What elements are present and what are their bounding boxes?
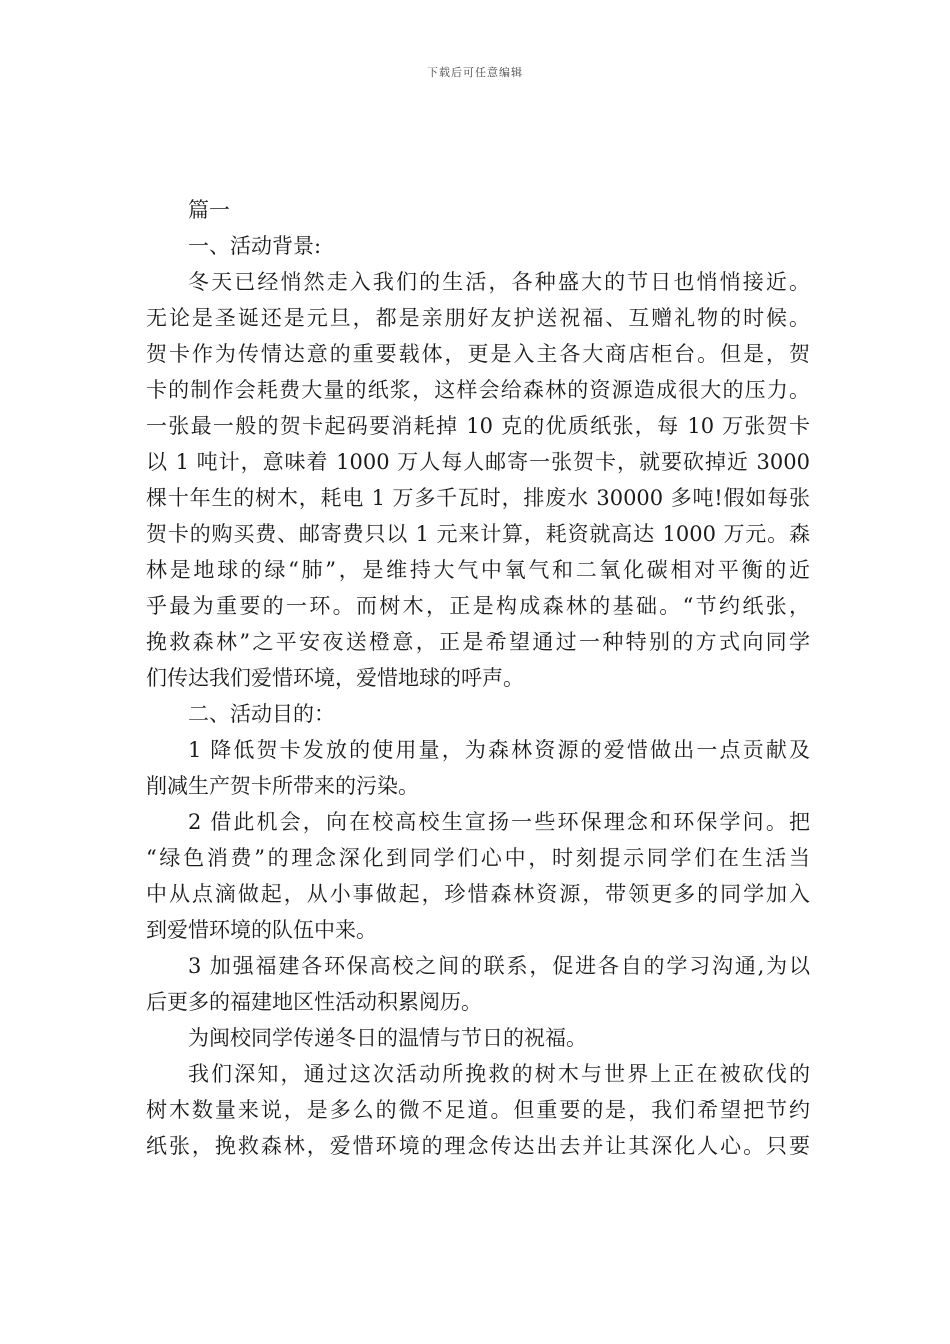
text-line: 我们深知，通过这次活动所挽救的树木与世界上正在被砍伐的 — [188, 1062, 810, 1086]
text-line: 到爱惜环境的队伍中来。 — [146, 918, 377, 942]
text-line: 树木数量来说，是多么的微不足道。但重要的是，我们希望把节约 — [146, 1098, 810, 1122]
text-line: 乎最为重要的一环。而树木，正是构成森林的基础。“节约纸张， — [146, 594, 810, 618]
text-line: 纸张，挽救森林，爱惜环境的理念传达出去并让其深化人心。只要 — [146, 1134, 810, 1158]
text-line: 棵十年生的树木，耗电 1 万多千瓦时，排废水 30000 多吨!假如每张 — [146, 486, 810, 510]
text-line: 贺卡的购买费、邮寄费只以 1 元来计算，耗资就高达 1000 万元。森 — [146, 522, 810, 546]
text-line: “绿色消费”的理念深化到同学们心中，时刻提示同学们在生活当 — [146, 846, 810, 870]
text-line: 卡的制作会耗费大量的纸浆，这样会给森林的资源造成很大的压力。 — [146, 378, 810, 402]
text-line: 中从点滴做起，从小事做起，珍惜森林资源，带领更多的同学加入 — [146, 882, 810, 906]
text-line: 削减生产贺卡所带来的污染。 — [146, 774, 419, 798]
text-line: 为闽校同学传递冬日的温情与节日的祝福。 — [188, 1026, 587, 1050]
text-line: 后更多的福建地区性活动积累阅历。 — [146, 990, 482, 1014]
text-line: 1 降低贺卡发放的使用量，为森林资源的爱惜做出一点贡献及 — [188, 738, 810, 762]
text-line: 2 借此机会，向在校高校生宣扬一些环保理念和环保学问。把 — [188, 810, 810, 834]
text-line: 一、活动背景: — [188, 234, 322, 258]
text-line: 一张最一般的贺卡起码要消耗掉 10 克的优质纸张，每 10 万张贺卡 — [146, 414, 810, 438]
text-line: 以 1 吨计，意味着 1000 万人每人邮寄一张贺卡，就要砍掉近 3000 — [146, 450, 810, 474]
text-line: 3 加强福建各环保高校之间的联系，促进各自的学习沟通,为以 — [188, 954, 810, 978]
text-line: 林是地球的绿“肺”，是维持大气中氧气和二氧化碳相对平衡的近 — [146, 558, 810, 582]
page-header-note: 下载后可任意编辑 — [427, 66, 523, 79]
text-line: 二、活动目的： — [188, 702, 335, 726]
text-line: 们传达我们爱惜环境，爱惜地球的呼声。 — [146, 666, 524, 690]
document-body — [146, 192, 810, 1164]
text-line: 贺卡作为传情达意的重要载体，更是入主各大商店柜台。但是，贺 — [146, 342, 810, 366]
text-line: 冬天已经悄然走入我们的生活，各种盛大的节日也悄悄接近。 — [188, 270, 810, 294]
text-line: 篇一 — [188, 198, 230, 222]
text-line: 无论是圣诞还是元旦，都是亲朋好友护送祝福、互赠礼物的时候。 — [146, 306, 810, 330]
text-line: 挽救森林”之平安夜送橙意，正是希望通过一种特别的方式向同学 — [146, 630, 810, 654]
